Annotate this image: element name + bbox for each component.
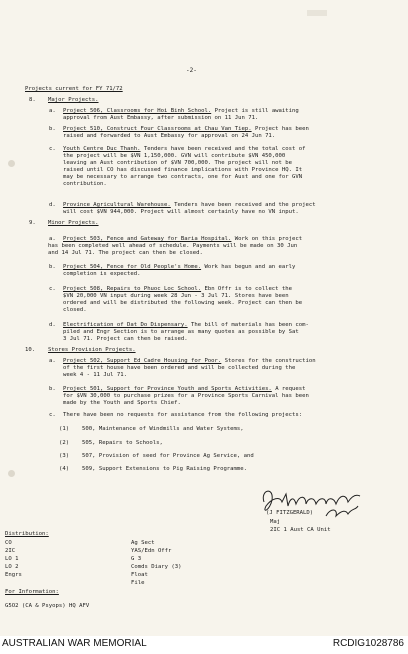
item-line: raised until CO has discussed finance implications with Province HQ. It [63, 167, 303, 173]
item-line: of the first house have been ordered and will be collected during the [63, 365, 296, 371]
item-line: $VN 20,000 VN input during week 28 Jun - 3 Jul 71. Stores have been [63, 293, 289, 299]
item-line: approval from Aust Embassy, after submission on 11 Jun 71. [63, 115, 259, 121]
item-first-line: Project 508, Repairs to Phuoc Loc School. Ebn Offr is to collect the [63, 286, 293, 292]
item-line: made by the Youth and Sports Chief. [63, 400, 181, 406]
item-line: raised and forwarded to Aust Embassy for approval on 24 Jun 71. [63, 133, 276, 139]
item-line: week 4 - 11 Jul 71. [63, 372, 127, 378]
distribution-right-item: File [131, 580, 145, 586]
distribution-right-item: YAS/Edn Offr [131, 548, 172, 554]
signature-rank: Maj [270, 519, 281, 525]
item-line: 3 Jul 71. Project can then be raised. [63, 336, 188, 342]
item-letter: b. [49, 264, 56, 270]
item-first-line: Electrification of Dat Do Dispensary. The bill of materials has been com- [63, 322, 309, 328]
distribution-left-item: LO 2 [5, 564, 19, 570]
distribution-left-item: Engrs [5, 572, 22, 578]
item-line: will cost $VN 944,000. Project will almost certainly have no VN input. [63, 209, 299, 215]
page-number: -2- [186, 67, 197, 74]
footer-record-id: RCDIG1028786 [332, 638, 404, 649]
archive-footer [0, 636, 408, 654]
item-first-line: Project 502, Support Ed Cadre Housing for Poor. Stores for the construction [63, 358, 316, 364]
footer-archive-name: AUSTRALIAN WAR MEMORIAL [2, 638, 147, 649]
sub-item-text: 509, Support Extensions to Pig Raising Programme. [82, 466, 248, 472]
distribution-left-item: LO 1 [5, 556, 19, 562]
signature-unit: 2IC 1 Aust CA Unit [270, 527, 331, 533]
distribution-right-item: Float [131, 572, 148, 578]
item-first-line: Project 510, Construct Four Classrooms at Chau Van Tiep. Project has been [63, 126, 309, 132]
distribution-right-item: Comds Diary (3) [131, 564, 182, 570]
sub-item-number: (1) [59, 426, 70, 432]
item-first-line: Youth Centre Duc Thanh. Tenders have been received and the total cost of [63, 146, 306, 152]
paper-stain [307, 10, 327, 16]
item-letter: d. [49, 322, 56, 328]
item-letter: b. [49, 386, 56, 392]
item-letter: a. [49, 236, 56, 242]
item-line: and 14 Jul 71. The project can then be closed. [48, 250, 203, 256]
item-line: piled and Engr Section is to arrange as many quotes as possible by Sat [63, 329, 299, 335]
sub-item-text: 500, Maintenance of Windmills and Water Systems, [82, 426, 244, 432]
item-line: closed. [63, 307, 87, 313]
signature-name: (J FITZGERALD) [266, 510, 314, 516]
item-line: leaving an Aust contribution of $VN 700,000. The project will not be [63, 160, 293, 166]
item-letter: c. [49, 146, 56, 152]
item-first-line: Province Agricultural Warehouse. Tenders have been received and the project [63, 202, 316, 208]
sub-item-text: 507, Provision of seed for Province Ag Service, and [82, 453, 254, 459]
distribution-left-item: CO [5, 540, 12, 546]
item-letter: b. [49, 126, 56, 132]
distribution-right-item: Ag Sect [131, 540, 155, 546]
item-line: ordered and will be distributed the following week. Project can then be [63, 300, 303, 306]
item-first-line: Project 504, Fence for Old People's Home. Work has begun and an early [63, 264, 296, 270]
item-letter: c. [49, 286, 56, 292]
sub-item-number: (4) [59, 466, 70, 472]
punch-hole [8, 470, 15, 477]
information-line: G5O2 (CA & Psyops) HQ AFV [5, 603, 90, 609]
section-number: 10. [25, 347, 36, 353]
section-number: 9. [29, 220, 36, 226]
item-line: the project will be $VN 1,150,000. GVN will contribute $VN 450,000 [63, 153, 286, 159]
distribution-left-item: 2IC [5, 548, 16, 554]
item-first-line: Project 501, Support for Province Youth and Sports Activities. A request [63, 386, 306, 392]
sub-item-number: (3) [59, 453, 70, 459]
section-title: Minor Projects. [48, 220, 99, 226]
item-first-line: There have been no requests for assistance from the following projects: [63, 412, 303, 418]
information-label: For Information: [5, 589, 59, 595]
doc-heading: Projects current for FY 71/72 [25, 86, 123, 92]
distribution-right-item: G 3 [131, 556, 142, 562]
section-number: 8. [29, 97, 36, 103]
item-letter: a. [49, 358, 56, 364]
sub-item-number: (2) [59, 440, 70, 446]
sub-item-text: 505, Repairs to Schools, [82, 440, 163, 446]
item-line: has been completed well ahead of schedule. Payments will be made on 30 Jun [48, 243, 298, 249]
item-line: completion is expected. [63, 271, 141, 277]
item-line: for $VN 30,000 to purchase prizes for a Province Sports Carnival has been [63, 393, 309, 399]
item-line: may be necessary to arrange two contracts, one for Aust and one for GVN [63, 174, 303, 180]
item-letter: a. [49, 108, 56, 114]
item-first-line: Project 506, Classrooms for Hoi Binh School. Project is still awaiting [63, 108, 299, 114]
item-letter: c. [49, 412, 56, 418]
punch-hole [8, 160, 15, 167]
item-letter: d. [49, 202, 56, 208]
distribution-label: Distribution: [5, 531, 49, 537]
section-title: Major Projects. [48, 97, 99, 103]
item-first-line: Project 503, Fence and Gateway for Baria Hospital. Work on this project [63, 236, 303, 242]
section-title: Stores Provision Projects. [48, 347, 136, 353]
item-line: contribution. [63, 181, 107, 187]
